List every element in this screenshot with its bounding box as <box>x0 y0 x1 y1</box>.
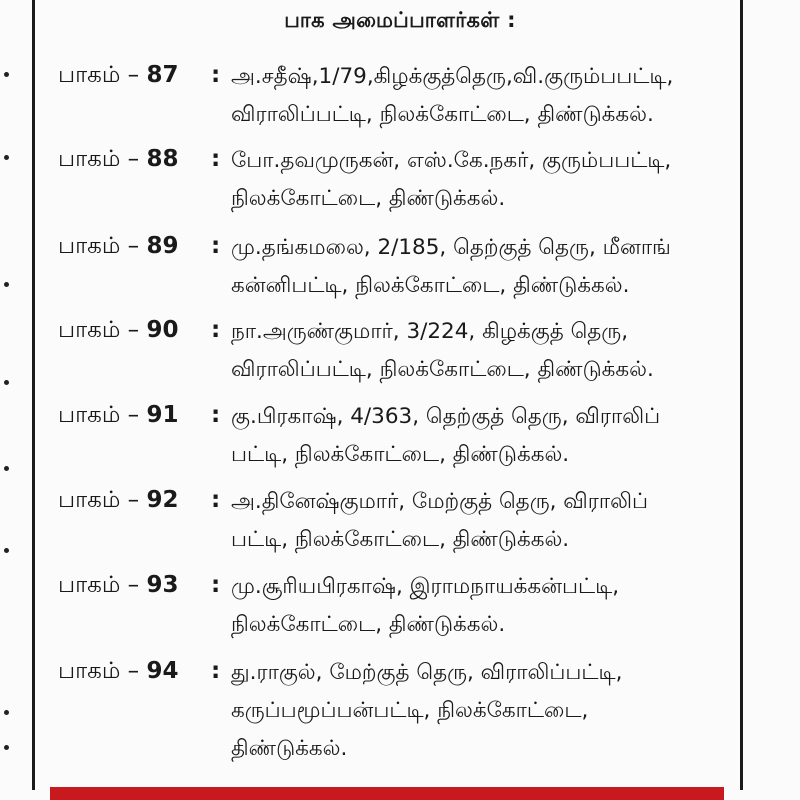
margin-dot <box>4 380 9 385</box>
entry-label <box>58 402 208 431</box>
address-line: பட்டி, நிலக்கோட்டை, திண்டுக்கல். <box>231 527 570 552</box>
entry-label <box>58 317 208 346</box>
entry-number: 93 <box>146 572 179 598</box>
address-line: கன்னிபட்டி, நிலக்கோட்டை, திண்டுக்கல். <box>231 273 630 298</box>
colon: : <box>211 572 221 598</box>
entry-address <box>231 398 731 474</box>
colon: : <box>211 402 221 428</box>
colon: : <box>211 146 221 172</box>
entry-number: 89 <box>146 233 179 259</box>
entry-number: 87 <box>146 62 179 88</box>
entry-label <box>58 658 208 687</box>
entry-address <box>231 568 731 644</box>
margin-dot <box>4 155 9 160</box>
margin-dot <box>4 745 9 750</box>
frame-right-border <box>740 0 743 790</box>
frame-left-border <box>32 0 35 790</box>
entry-label <box>58 146 208 175</box>
address-line: கு.பிரகாஷ், 4/363, தெற்குத் தெரு, விராலிப் <box>231 404 661 429</box>
entry-address <box>231 654 731 768</box>
margin-dot <box>4 710 9 715</box>
margin-dot <box>4 466 9 471</box>
label-text: பாகம் – <box>58 487 147 513</box>
entry-address <box>231 313 731 389</box>
entry-number: 88 <box>146 146 179 172</box>
entry-number: 94 <box>146 658 179 684</box>
entry-number: 92 <box>146 487 179 513</box>
colon: : <box>211 317 221 343</box>
section-heading: பாக அமைப்பாளர்கள் : <box>284 8 516 32</box>
label-text: பாகம் – <box>58 402 147 428</box>
address-line: போ.தவமுருகன், எஸ்.கே.நகர், குரும்பபட்டி, <box>231 148 672 173</box>
address-line: திண்டுக்கல். <box>231 736 348 761</box>
label-text: பாகம் – <box>58 62 147 88</box>
address-line: நிலக்கோட்டை, திண்டுக்கல். <box>231 186 506 211</box>
entry-number: 91 <box>146 402 179 428</box>
label-text: பாகம் – <box>58 572 147 598</box>
entry-address <box>231 229 731 305</box>
entry-label <box>58 62 208 91</box>
label-text: பாகம் – <box>58 658 147 684</box>
label-text: பாகம் – <box>58 146 147 172</box>
footer-red-band <box>50 787 724 800</box>
address-line: அ.தினேஷ்குமார், மேற்குத் தெரு, விராலிப் <box>231 489 648 514</box>
address-line: மு.தங்கமலை, 2/185, தெற்குத் தெரு, மீனாங் <box>231 235 671 260</box>
margin-dot <box>4 72 9 77</box>
margin-dot <box>4 282 9 287</box>
colon: : <box>211 62 221 88</box>
colon: : <box>211 487 221 513</box>
label-text: பாகம் – <box>58 233 147 259</box>
entry-number: 90 <box>146 317 179 343</box>
address-line: அ.சதீஷ்,1/79,கிழக்குத்தெரு,வி.குரும்பபட்டி, <box>231 64 674 89</box>
address-line: கருப்பமூப்பன்பட்டி, நிலக்கோட்டை, <box>231 698 589 723</box>
entry-address <box>231 483 731 559</box>
colon: : <box>211 658 221 684</box>
entry-address <box>231 142 731 218</box>
entry-label <box>58 487 208 516</box>
entry-label <box>58 572 208 601</box>
address-line: பட்டி, நிலக்கோட்டை, திண்டுக்கல். <box>231 442 570 467</box>
address-line: விராலிப்பட்டி, நிலக்கோட்டை, திண்டுக்கல். <box>231 102 654 127</box>
margin-dot <box>4 548 9 553</box>
address-line: நா.அருண்குமார், 3/224, கிழக்குத் தெரு, <box>231 319 629 344</box>
entry-label <box>58 233 208 262</box>
address-line: விராலிப்பட்டி, நிலக்கோட்டை, திண்டுக்கல். <box>231 357 654 382</box>
margin-dots <box>4 0 18 800</box>
address-line: து.ராகுல், மேற்குத் தெரு, விராலிப்பட்டி, <box>231 660 623 685</box>
colon: : <box>211 233 221 259</box>
label-text: பாகம் – <box>58 317 147 343</box>
address-line: மு.சூரியபிரகாஷ், இராமநாயக்கன்பட்டி, <box>231 574 620 599</box>
entry-address <box>231 58 731 134</box>
address-line: நிலக்கோட்டை, திண்டுக்கல். <box>231 612 506 637</box>
